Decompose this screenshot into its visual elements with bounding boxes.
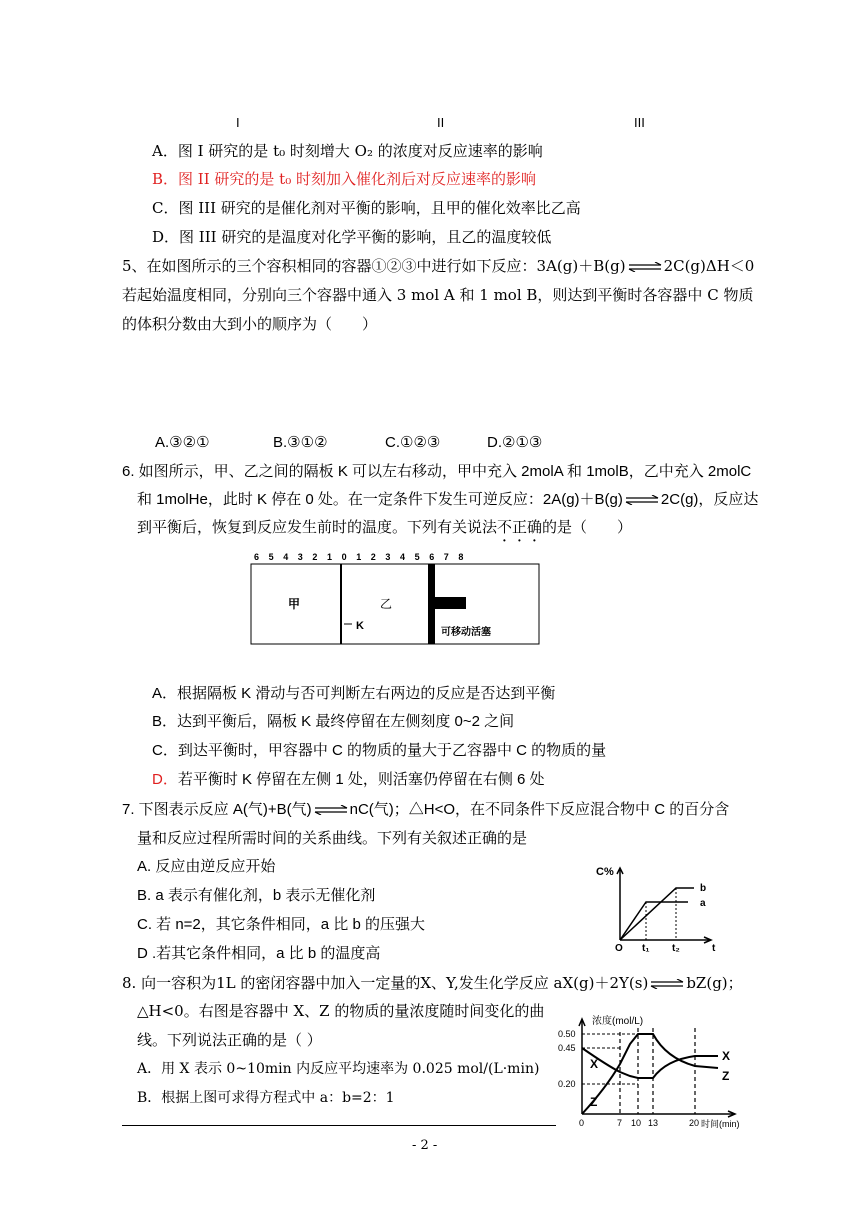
q6-option-b: B．达到平衡后，隔板 K 最终停留在左侧刻度 0~2 之间 bbox=[152, 713, 515, 730]
q8-ytick-045: 0.45 bbox=[558, 1043, 576, 1053]
q8-xtick-10: 10 bbox=[631, 1118, 642, 1128]
q4-option-b: B．图 II 研究的是 t₀ 时刻加入催化剂后对反应速率的影响 bbox=[152, 170, 536, 188]
q8-curve-label-x: X bbox=[722, 1049, 731, 1063]
q5-stem-line1 bbox=[122, 255, 754, 277]
q7-option-d: D .若其它条件相同，a 比 b 的温度高 bbox=[137, 945, 381, 962]
movable-piston bbox=[428, 564, 435, 644]
equilibrium-arrow-icon bbox=[650, 979, 684, 989]
q7-stem-line1-b: nC(气)；△H<O，在不同条件下反应混合物中 C 的百分含 bbox=[349, 801, 730, 818]
figure-label-ii: II bbox=[437, 115, 445, 130]
q5-option-b: B.③①② bbox=[273, 434, 328, 451]
scale-label: 2 bbox=[370, 552, 376, 562]
q7-origin: O bbox=[615, 943, 623, 954]
scale-label: 6 bbox=[429, 552, 435, 562]
q7-option-a: A. 反应由逆反应开始 bbox=[137, 858, 276, 875]
equilibrium-arrow-icon bbox=[625, 495, 659, 505]
scale-label: 0 bbox=[341, 552, 347, 562]
q8-curve-z bbox=[582, 1034, 718, 1114]
q8-curve-label-z: Z bbox=[722, 1069, 730, 1083]
q8-ytick-020: 0.20 bbox=[558, 1079, 576, 1089]
q6-stem-line2-a: 和 1molHe，此时 K 停在 0 处。在一定条件下发生可逆反应：2A(g)＋B(g) bbox=[137, 491, 623, 508]
q8-stem-line1-b: bZ(g)； bbox=[686, 974, 743, 992]
q5-option-c: C.①②③ bbox=[385, 434, 441, 451]
q8-xtick-20: 20 bbox=[689, 1118, 700, 1128]
q7-curve-b bbox=[620, 888, 694, 940]
q8-xtick-13: 13 bbox=[648, 1118, 659, 1128]
q8-xtick-0: 0 bbox=[579, 1118, 585, 1128]
scale-label: 6 bbox=[254, 552, 260, 562]
q8-stem-line1-a: 8. 向一容积为1L 的密闭容器中加入一定量的X、Y,发生化学反应 aX(g)＋2Y(s) bbox=[122, 974, 649, 992]
q8-inner-label-z: Z bbox=[590, 1095, 598, 1109]
label-k: K bbox=[356, 620, 364, 632]
scale-label: 8 bbox=[458, 552, 464, 562]
label-jia: 甲 bbox=[288, 597, 301, 611]
q4-option-c: C．图 III 研究的是催化剂对平衡的影响，且甲的催化效率比乙高 bbox=[152, 199, 581, 217]
q4-option-d: D．图 III 研究的是温度对化学平衡的影响，且乙的温度较低 bbox=[152, 228, 552, 246]
q6-stem-line3-a: 到平衡后，恢复到反应发生前时的温度。下列有关说法 bbox=[137, 519, 498, 536]
q8-option-b: B．根据上图可求得方程式中 a：b=2：1 bbox=[137, 1090, 395, 1106]
partition-container-figure bbox=[248, 548, 544, 648]
label-yi: 乙 bbox=[380, 597, 393, 611]
q6-stem-line3 bbox=[137, 517, 632, 545]
figure-label-i: I bbox=[236, 115, 240, 130]
scale-label: 3 bbox=[297, 552, 303, 562]
footer-rule bbox=[122, 1125, 556, 1126]
q7-option-c: C. 若 n=2，其它条件相同，a 比 b 的压强大 bbox=[137, 916, 425, 933]
page-number: - 2 - bbox=[412, 1138, 438, 1153]
q8-stem-line3: 线。下列说法正确的是（ ） bbox=[137, 1031, 322, 1049]
label-piston: 可移动活塞 bbox=[441, 627, 491, 638]
scale-label: 7 bbox=[443, 552, 449, 562]
piston-handle bbox=[435, 597, 466, 609]
scale-label: 2 bbox=[312, 552, 318, 562]
scale-label: 5 bbox=[268, 552, 274, 562]
q6-stem-line2-b: 2C(g)，反应达 bbox=[660, 491, 759, 508]
q8-stem-line2: △H<0。右图是容器中 X、Z 的物质的量浓度随时间变化的曲 bbox=[137, 1002, 545, 1020]
scale-label: 4 bbox=[400, 552, 406, 562]
q6-option-d-letter: D． bbox=[152, 771, 178, 788]
q6-stem-line2 bbox=[137, 489, 758, 511]
q7-xlabel: t bbox=[712, 943, 716, 954]
q7-t2-label: t₂ bbox=[672, 943, 680, 954]
q8-xlabel: 时间(min) bbox=[701, 1119, 740, 1129]
q5-stem-line1-a: 5、在如图所示的三个容积相同的容器①②③中进行如下反应：3A(g)＋B(g) bbox=[122, 257, 626, 275]
q4-option-a: A．图 I 研究的是 t₀ 时刻增大 O₂ 的浓度对反应速率的影响 bbox=[152, 142, 543, 160]
q6-option-a: A．根据隔板 K 滑动与否可判断左右两边的反应是否达到平衡 bbox=[152, 685, 556, 702]
q5-option-d: D.②①③ bbox=[487, 434, 543, 451]
q6-emphasis-not-correct: 不正确 bbox=[497, 519, 543, 536]
q8-inner-label-x: X bbox=[590, 1057, 599, 1071]
equilibrium-arrow-icon bbox=[314, 805, 348, 815]
scale-label: 1 bbox=[356, 552, 362, 562]
q6-option-d-text: 若平衡时 K 停留在左侧 1 处，则活塞仍停留在右侧 6 处 bbox=[177, 771, 545, 788]
scale-label: 3 bbox=[385, 552, 391, 562]
q7-stem-line1-a: 7. 下图表示反应 A(气)+B(气) bbox=[122, 801, 312, 818]
scale-label: 1 bbox=[327, 552, 333, 562]
q8-curve-x bbox=[582, 1048, 718, 1078]
q6-option-d bbox=[152, 769, 545, 791]
q5-stem-line1-b: 2C(g)ΔH＜0 bbox=[663, 257, 755, 275]
q8-ytick-050: 0.50 bbox=[558, 1029, 576, 1039]
q6-option-c: C．到达平衡时，甲容器中 C 的物质的量大于乙容器中 C 的物质的量 bbox=[152, 742, 607, 759]
q7-ylabel: C% bbox=[596, 866, 614, 878]
figure-label-iii: III bbox=[634, 115, 645, 130]
scale-label: 5 bbox=[414, 552, 420, 562]
q7-t1-label: t₁ bbox=[642, 943, 650, 954]
q7-option-b: B. a 表示有催化剂，b 表示无催化剂 bbox=[137, 887, 376, 904]
q5-stem-line3: 的体积分数由大到小的顺序为（ ） bbox=[122, 315, 378, 333]
q7-stem-line1 bbox=[122, 799, 729, 821]
equilibrium-arrow-icon bbox=[628, 262, 662, 272]
q8-option-a: A．用 X 表示 0~10min 内反应平均速率为 0.025 mol/(L·min) bbox=[137, 1061, 540, 1077]
q6-stem-line3-c: 的是（ ） bbox=[542, 519, 633, 536]
q7-stem-line2: 量和反应过程所需时间的关系曲线。下列有关叙述正确的是 bbox=[137, 830, 528, 847]
q5-option-a: A.③②① bbox=[155, 434, 210, 451]
q7-label-b: b bbox=[700, 883, 707, 894]
q8-ylabel: 浓度(mol/L) bbox=[592, 1016, 644, 1027]
scale-label: 4 bbox=[283, 552, 289, 562]
scale-labels bbox=[254, 552, 463, 562]
q8-concentration-chart bbox=[558, 1008, 754, 1132]
q8-xtick-7: 7 bbox=[617, 1118, 623, 1128]
q6-stem-line1: 6. 如图所示，甲、乙之间的隔板 K 可以左右移动，甲中充入 2molA 和 1molB，乙中充入 2molC bbox=[122, 463, 752, 480]
q8-stem-line1 bbox=[122, 972, 743, 994]
q5-stem-line2: 若起始温度相同，分别向三个容器中通入 3 mol A 和 1 mol B，则达到平衡时各容器中 C 物质 bbox=[122, 286, 754, 304]
q7-label-a: a bbox=[700, 898, 706, 909]
q7-c-percent-chart bbox=[588, 858, 728, 954]
